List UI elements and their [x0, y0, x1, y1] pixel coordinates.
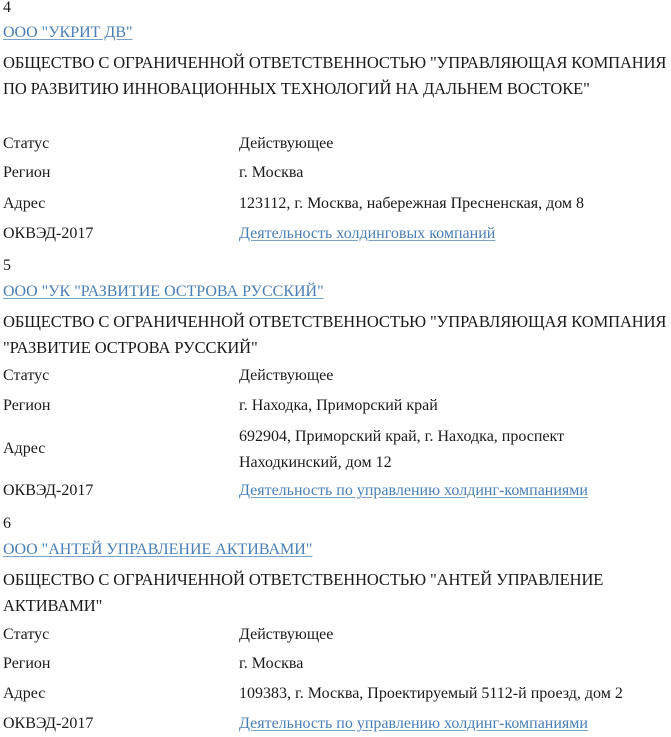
address-value: 692904, Приморский край, г. Находка, проспект Находкинский, дом 12 [239, 428, 565, 471]
okved-link[interactable]: Деятельность холдинговых компаний [239, 225, 496, 242]
entry-number: 5 [3, 257, 11, 274]
entry-number: 4 [3, 0, 11, 16]
address-value: 123112, г. Москва, набережная Пресненская, дом 8 [239, 195, 585, 212]
region-value: г. Находка, Приморский край [239, 397, 438, 414]
entry-number: 6 [3, 515, 11, 532]
status-value: Действующее [239, 367, 334, 384]
company-full-name: ОБЩЕСТВО С ОГРАНИЧЕННОЙ ОТВЕТСТВЕННОСТЬЮ "УПРАВЛЯЮЩАЯ КОМПАНИЯ ПО РАЗВИТИЮ ИННОВАЦИОННЫХ ТЕХНОЛОГИЙ НА ДАЛЬНЕМ ВОСТОКЕ" [3, 53, 667, 98]
address-label: Адрес [3, 440, 46, 457]
region-value: г. Москва [239, 655, 304, 672]
company-short-name-link[interactable]: ООО "АНТЕЙ УПРАВЛЕНИЕ АКТИВАМИ" [3, 541, 313, 558]
okved-label: ОКВЭД-2017 [3, 225, 94, 242]
company-full-name: ОБЩЕСТВО С ОГРАНИЧЕННОЙ ОТВЕТСТВЕННОСТЬЮ "АНТЕЙ УПРАВЛЕНИЕ АКТИВАМИ" [3, 570, 604, 615]
okved-value-wrap [239, 478, 669, 504]
status-label: Статус [3, 367, 50, 384]
status-label: Статус [3, 626, 50, 643]
okved-value-wrap [239, 221, 669, 247]
address-label: Адрес [3, 685, 46, 702]
status-value: Действующее [239, 135, 334, 152]
status-value: Действующее [239, 626, 334, 643]
okved-value-wrap [239, 711, 669, 737]
company-full-name: ОБЩЕСТВО С ОГРАНИЧЕННОЙ ОТВЕТСТВЕННОСТЬЮ "УПРАВЛЯЮЩАЯ КОМПАНИЯ "РАЗВИТИЕ ОСТРОВА РУССКИЙ" [3, 312, 667, 357]
okved-label: ОКВЭД-2017 [3, 482, 94, 499]
region-label: Регион [3, 164, 51, 181]
region-label: Регион [3, 397, 51, 414]
company-short-name-link[interactable]: ООО "УКРИТ ДВ" [3, 24, 133, 41]
company-short-name-link[interactable]: ООО "УК "РАЗВИТИЕ ОСТРОВА РУССКИЙ" [3, 283, 324, 300]
address-label: Адрес [3, 195, 46, 212]
okved-link[interactable]: Деятельность по управлению холдинг-компаниями [239, 482, 588, 499]
okved-label: ОКВЭД-2017 [3, 715, 94, 732]
region-value: г. Москва [239, 164, 304, 181]
region-label: Регион [3, 655, 51, 672]
okved-link[interactable]: Деятельность по управлению холдинг-компаниями [239, 715, 588, 732]
status-label: Статус [3, 135, 50, 152]
address-value: 109383, г. Москва, Проектируемый 5112-й проезд, дом 2 [239, 685, 623, 702]
